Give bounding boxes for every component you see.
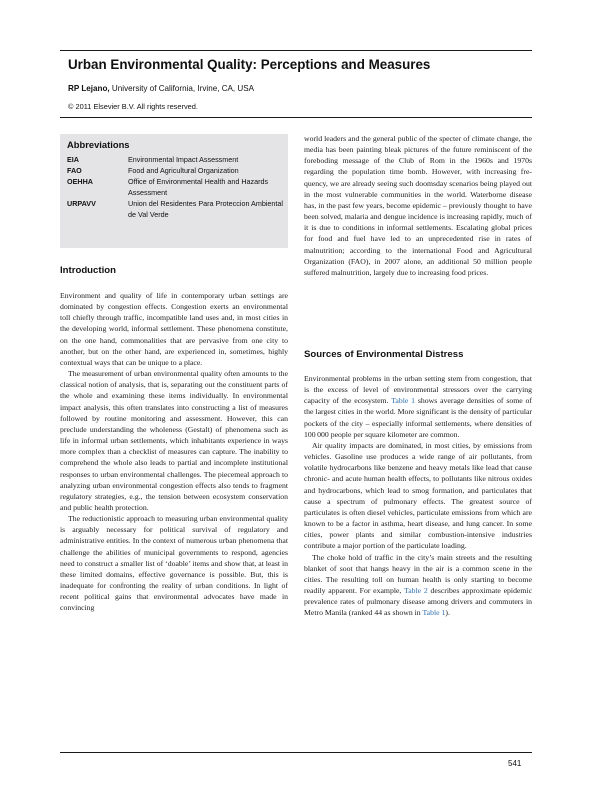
sources-heading: Sources of Environmental Distress [304,349,464,360]
text-run: The choke hold of traffic in the city’s main streets and the resulting blanket of soot that hangs heavy in the air is a common scene in the cities. The resulting toll on human health is only starting to become readily apparent. For example, [304,552,532,595]
header-bottom-rule [60,117,532,118]
abbreviation-definition: Union del Residentes Para Proteccion Ambiental de Val Verde [128,199,284,219]
text-run: Environmental problems in the urban setting stem from congestion, that is the excess of level of environmental stressors over the carrying capacity of the ecosystem. [304,374,532,406]
introduction-paragraph-3: The reductionistic approach to measuring urban environmental quality is arguably necessary for political survival of regulatory and administrative entities. In the context of numerous urban phenomena that challenge the abilities of municipal governments to respond, agencies need to construct a smaller list of ‘doable’ items and show that, at least in these limited domains, effective governance is possible. But, this is inadequate for confronting the reality of urban conditions. In light of recent political gains that environmental advocates have made in convincing [60,514,288,613]
abbreviations-box [60,134,288,248]
author-line [68,84,254,93]
abbreviation-term: OEHHA [67,177,93,186]
introduction-paragraph-2: The measurement of urban environmental quality often amounts to the classical notion of analysis, that is, separating out the constituent parts of the whole and examining these items individually. In environmental impact analysis, this often translates into constructing a list of measures followed by routine monitoring and assessment. However, this can preclude understanding the wholeness (Gestalt) of phenomena such as life in informal urban settlements, which inhabitants experience in ways more complex than a checklist of measures can capture. The inability to comprehend the whole also leads to partial and incomplete institutional responses to urban environmental challenges. The piecemeal approach to analyzing urban environmental congestion effects also tends to fragment regulatory strategies, e.g., the tension between ecosystem conservation and public health protection. [60,369,288,512]
footer-rule [60,752,532,753]
author-affiliation: University of California, Irvine, CA, USA [109,84,255,93]
right-column-top [304,133,532,278]
sources-paragraph-1 [304,373,532,440]
copyright-notice: © 2011 Elsevier B.V. All rights reserved. [68,102,198,111]
table-1-link[interactable]: Table 1 [422,608,446,618]
table-2-link[interactable]: Table 2 [404,585,428,595]
text-run: ). [445,608,450,618]
abbreviation-definition: Office of Environmental Health and Hazards Assessment [128,177,269,197]
introduction-body [60,290,288,614]
sources-body [304,373,532,618]
article-title: Urban Environmental Quality: Perceptions and Measures [68,57,431,72]
abbreviations-title: Abbreviations [67,139,130,150]
table-1-link[interactable]: Table 1 [391,396,416,406]
right-continuation-paragraph: world leaders and the general public of the specter of climate change, the media has been painting bleak pictures of the future reminiscent of the foreboding message of the Club of Rom in the 1960s and 1970s regarding the population time bomb. However, with increasing frequency, we are already seeing such doomsday scenarios being played out in the most vulnerable communities in the world. Waterborne disease has, in the past few years, become epidemic – previously thought to have been solved, malaria and dengue incidence is increasing rapidly, much of it is due to conditions in informal settlements. Escalating global prices for food and fuel have led to an unprecedented rise in rates of malnutrition; according to the international Food and Agricultural Organization (FAO), in 2007 alone, an additional 50 million people suffered malnutrition, largely due to increasing food prices. [304,134,532,277]
abbreviation-term: URPAVV [67,199,96,208]
sources-paragraph-3 [304,552,532,619]
abbreviation-definition: Food and Agricultural Organization [128,166,239,175]
abbreviation-definition: Environmental Impact Assessment [128,155,239,164]
introduction-paragraph-1: Environment and quality of life in contemporary urban settings are dominated by congestion effects. Congestion exerts an environmental toll chiefly through traffic, incompatible land uses and, in most cities in the developing world, informal settlement. These phenomena constitute, on the one hand, commonalities that are pervasive from one city to another, but on the other hand, are experienced in, sometimes, highly contextual ways that can be unique to a place. [60,291,288,367]
sources-paragraph-2: Air quality impacts are dominated, in most cities, by emissions from vehicles. Gasoline use produces a wide range of air pollutants, from volatile hydrocarbons like benzene and heavy metals like lead that cause chronic- and acute human health effects, to pollutants like nitrous oxides and hydrocarbons, which lead to smog formation, and particulates that cause a spectrum of pulmonary effects. The greatest source of particulates is often diesel vehicles, particulate emissions from which are known to be a factor in asthma, heart disease, and lung cancer. In some cities, power plants and similar combustion-intensive industries contribute a major portion of the particulate loading. [304,440,532,551]
abbreviation-term: EIA [67,155,79,164]
abbreviation-term: FAO [67,166,82,175]
text-run: shows average densities of some of the largest cities in the world. More significant is the density of particular pockets of the city – especially informal settlements, where densities of 100 000 people per square kilometer are common. [304,396,532,439]
top-rule [60,50,532,51]
text-run: describes approximate epidemic prevalence rates of pulmonary disease among drivers and commuters in Metro Manila (ranked 44 as shown in [304,585,533,618]
author-name: RP Lejano, [68,84,110,93]
introduction-heading: Introduction [60,265,116,276]
page-number: 541 [508,759,522,768]
